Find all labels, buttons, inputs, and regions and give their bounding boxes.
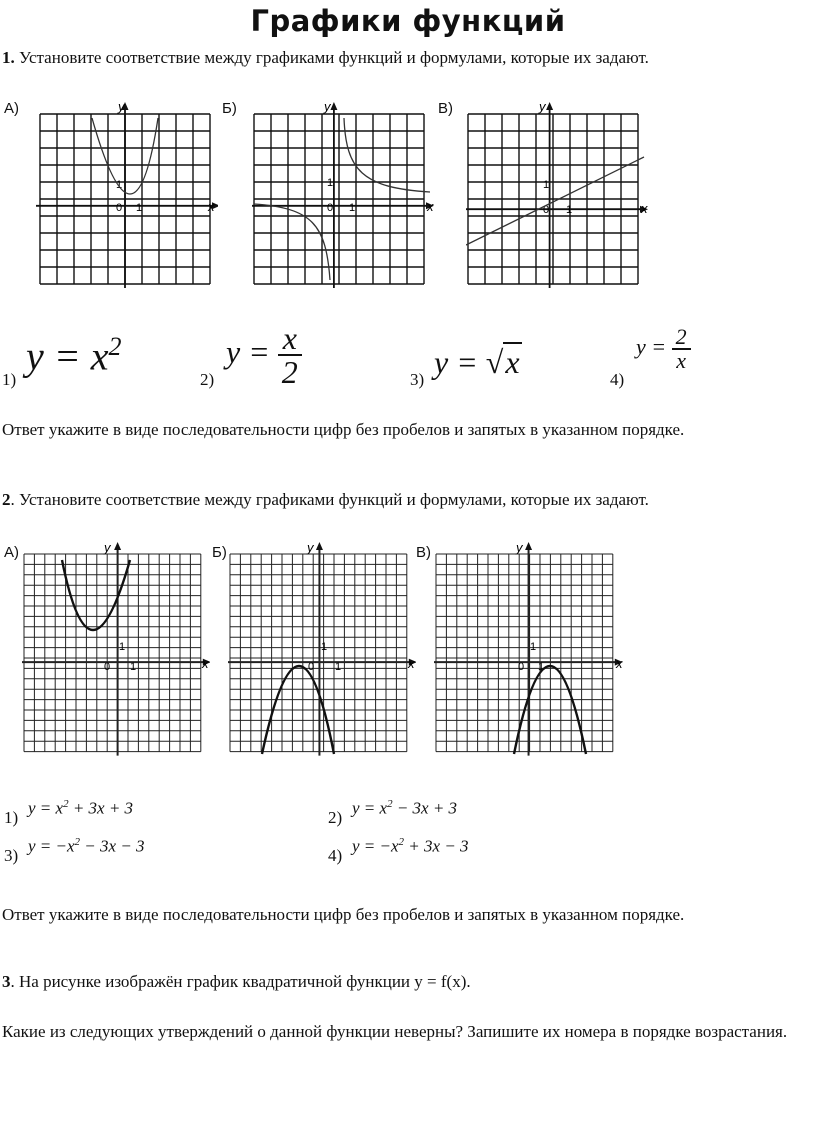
- task2-option-3-formula: [28, 836, 145, 857]
- y-axis-arrow-icon: [330, 102, 337, 110]
- fraction-denominator: 2: [278, 354, 302, 388]
- sqrt-sign-icon: √: [485, 344, 504, 380]
- formula-lhs: y = x: [26, 333, 109, 379]
- formula-post: − 3x + 3: [392, 798, 458, 818]
- task2-graph-b-label: Б): [212, 544, 227, 561]
- task1-number: 1.: [2, 48, 15, 67]
- origin-label: 0: [104, 661, 111, 673]
- unit-label-x: 1: [566, 204, 573, 216]
- axis-label-x: x: [208, 199, 215, 214]
- task1-graph-a-label: А): [4, 100, 19, 117]
- y-axis-arrow-icon: [525, 542, 532, 550]
- formula-pre: y = −x: [352, 836, 399, 856]
- task1-option-3-formula: [434, 344, 522, 381]
- task2-number: 2: [2, 490, 11, 509]
- sqrt-radicand: x: [505, 344, 520, 380]
- formula-exponent: 2: [74, 836, 81, 848]
- origin-label: 0: [308, 661, 315, 673]
- axis-label-x: x: [202, 656, 209, 671]
- task3-text: . На рисунке изображён график квадратичной функции y = f(x).: [10, 972, 471, 991]
- unit-label-x: 1: [349, 202, 356, 214]
- hyperbola-branch-right: [344, 118, 430, 192]
- origin-label: 0: [116, 202, 123, 214]
- fraction-numerator: x: [282, 320, 297, 356]
- unit-label-y: 1: [530, 641, 537, 653]
- axis-label-x: x: [408, 656, 415, 671]
- origin-label: 0: [327, 202, 334, 214]
- task2-graph-a-label: А): [4, 544, 19, 561]
- task2-option-2-formula: [352, 798, 457, 819]
- grid: [434, 542, 623, 756]
- task1-graph-c: [466, 100, 651, 290]
- grid: [22, 542, 210, 756]
- task1-option-1-formula: [26, 332, 122, 379]
- formula-exponent: 2: [387, 798, 393, 810]
- origin-label: 0: [518, 661, 525, 673]
- task1-option-3-number: 3): [410, 370, 425, 389]
- axis-label-y: y: [324, 100, 331, 114]
- formula-exponent: 2: [63, 798, 69, 810]
- formula-fraction: [672, 326, 691, 372]
- formula-post: + 3x − 3: [404, 836, 469, 856]
- task2-graph-c: [434, 540, 624, 768]
- task1-option-2-number: 2): [200, 370, 215, 389]
- axis-label-y: y: [104, 540, 111, 555]
- formula-pre: y = x: [352, 798, 388, 818]
- axis-label-y: y: [516, 540, 523, 555]
- axis-label-y: y: [539, 100, 546, 114]
- formula-post: − 3x − 3: [80, 836, 145, 856]
- grid: [252, 102, 434, 288]
- task2-option-3-number: 3): [4, 846, 19, 865]
- task1-option-2-formula: [226, 322, 302, 388]
- task1-graph-c-label: В): [438, 100, 453, 117]
- unit-label-x: 1: [335, 661, 342, 673]
- unit-label-y: 1: [119, 641, 126, 653]
- y-axis-arrow-icon: [316, 542, 323, 550]
- task1-option-4-formula: [636, 326, 691, 372]
- y-axis-arrow-icon: [114, 542, 121, 550]
- task1-option-1-number: 1): [2, 370, 17, 389]
- task1-graph-a: [36, 100, 218, 290]
- task1-statement: [2, 46, 812, 70]
- task1-answer-note: Ответ укажите в виде последовательности цифр без пробелов и запятых в указанном порядке.: [2, 420, 685, 439]
- formula-fraction: [278, 322, 302, 388]
- task2-answer-note: Ответ укажите в виде последовательности цифр без пробелов и запятых в указанном порядке.: [2, 905, 685, 924]
- task3-statement: [2, 970, 812, 994]
- task2-graph-b: [228, 540, 416, 768]
- task1-option-4-number: 4): [610, 370, 625, 389]
- axis-label-x: x: [641, 201, 648, 216]
- axis-label-y: y: [307, 540, 314, 555]
- task1-text: Установите соответствие между графиками функций и формулами, которые их задают.: [19, 48, 649, 67]
- axis-label-x: x: [616, 656, 623, 671]
- formula-lhs: y =: [226, 333, 270, 370]
- axis-label-x: x: [427, 199, 434, 214]
- formula-pre: y = −x: [28, 836, 75, 856]
- unit-label-y: 1: [321, 641, 328, 653]
- formula-pre: y = x: [28, 798, 64, 818]
- fraction-denominator: x: [672, 348, 691, 372]
- task2-option-1-formula: [28, 798, 133, 819]
- task2-option-1-number: 1): [4, 808, 19, 827]
- unit-label-x: 1: [136, 202, 143, 214]
- unit-label-x: 1: [130, 661, 137, 673]
- task1-graph-b-label: Б): [222, 100, 237, 117]
- formula-lhs: y =: [434, 344, 478, 380]
- task2-graph-a: [22, 540, 210, 768]
- formula-lhs: y =: [636, 334, 667, 360]
- page-title: Графики функций: [250, 4, 566, 38]
- formula-exponent: 2: [108, 332, 122, 361]
- task2-option-4-number: 4): [328, 846, 343, 865]
- fraction-numerator: 2: [675, 324, 687, 349]
- unit-label-y: 1: [116, 179, 123, 191]
- origin-label: 0: [543, 204, 550, 216]
- task2-graph-c-label: В): [416, 544, 431, 561]
- unit-label-x: 1: [538, 661, 545, 673]
- unit-label-y: 1: [543, 179, 550, 191]
- task3-question: Какие из следующих утверждений о данной функции неверны? Запишите их номера в порядке возрастания.: [2, 1022, 788, 1041]
- task2-text: . Установите соответствие между графиками функций и формулами, которые их задают.: [10, 490, 649, 509]
- task2-statement: [2, 488, 812, 512]
- line-graph: [466, 157, 644, 245]
- unit-label-y: 1: [327, 177, 334, 189]
- y-axis-arrow-icon: [546, 102, 553, 110]
- parabola-up: [62, 560, 130, 630]
- task1-graph-b: [252, 100, 437, 290]
- task2-option-4-formula: [352, 836, 469, 857]
- formula-sqrt: [486, 344, 522, 381]
- grid: [466, 102, 648, 288]
- formula-exponent: 2: [398, 836, 405, 848]
- task3-number: 3: [2, 972, 11, 991]
- grid: [36, 102, 218, 288]
- formula-post: + 3x + 3: [68, 798, 134, 818]
- task2-option-2-number: 2): [328, 808, 343, 827]
- axis-label-y: y: [118, 100, 125, 114]
